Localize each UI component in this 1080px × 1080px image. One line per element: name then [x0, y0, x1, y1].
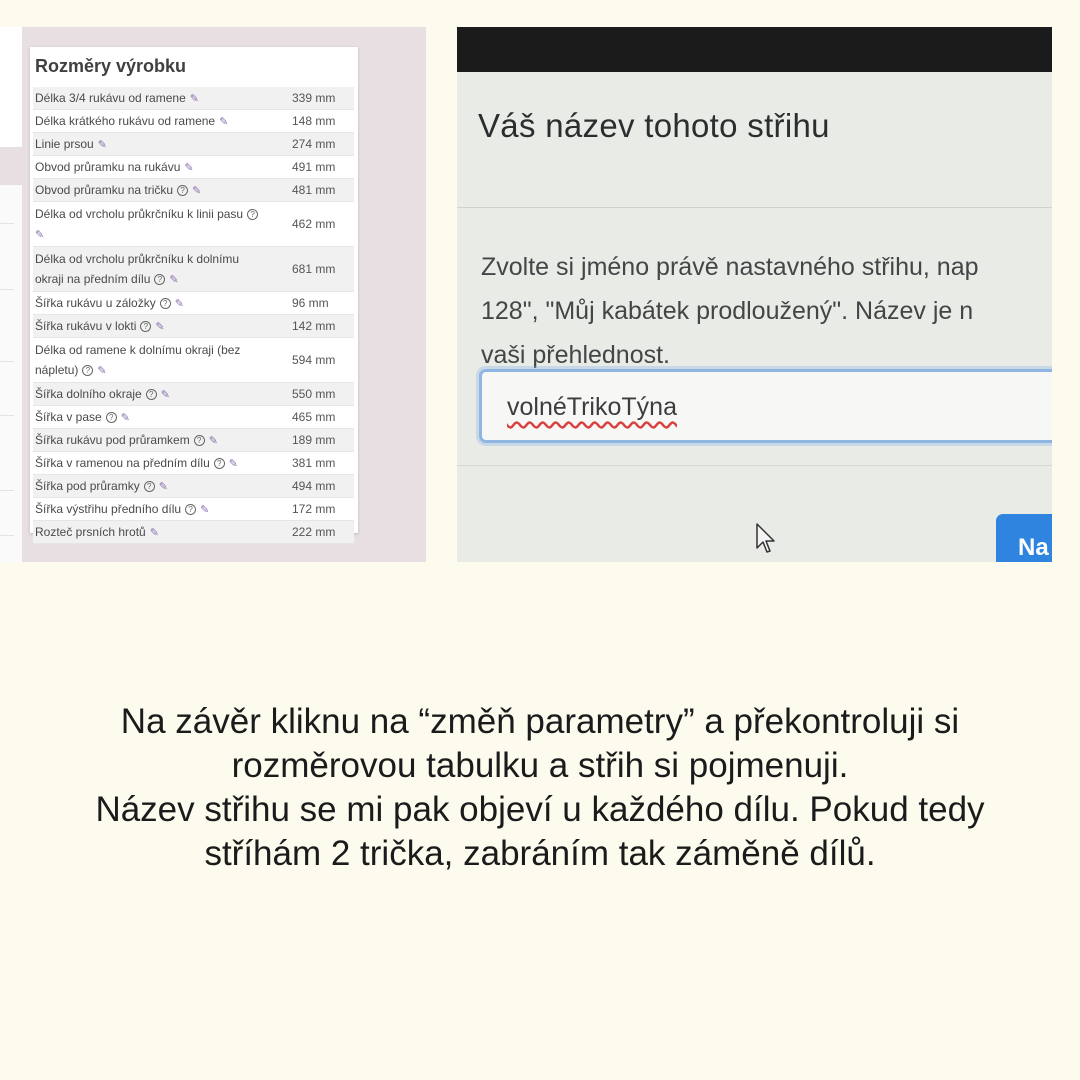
- help-icon[interactable]: ?: [160, 298, 171, 309]
- edit-pencil-icon[interactable]: ✎: [97, 138, 107, 151]
- edit-pencil-icon[interactable]: ✎: [228, 457, 238, 470]
- dialog-title: Váš název tohoto střihu: [478, 107, 830, 144]
- rename-dialog-photo: [457, 27, 1052, 562]
- dimension-label: Délka od vrcholu průkrčníku k linii pasu: [35, 206, 244, 221]
- dimension-row: [33, 87, 354, 110]
- help-icon[interactable]: ?: [106, 412, 117, 423]
- edit-pencil-icon[interactable]: ✎: [160, 388, 170, 401]
- side-panel-top: [0, 27, 22, 147]
- dimension-label: Šířka rukávu pod průramkem: [35, 432, 190, 447]
- edit-pencil-icon[interactable]: ✎: [120, 411, 130, 424]
- dimension-row: [33, 133, 354, 156]
- dimension-row: [33, 179, 354, 202]
- help-icon[interactable]: ?: [82, 365, 93, 376]
- dialog-text-line: Zvolte si jméno právě nastavného střihu, nap: [481, 253, 979, 281]
- dimension-name: [33, 430, 285, 451]
- dimension-value: 381 mm: [292, 456, 336, 470]
- dimension-label: okraji na předním dílu: [35, 271, 151, 286]
- dimension-name: [33, 499, 285, 520]
- dimension-name: [33, 111, 285, 132]
- dimension-row: [33, 315, 354, 338]
- help-icon[interactable]: ?: [154, 274, 165, 285]
- dimension-value: 148 mm: [292, 114, 336, 128]
- dimension-label: Délka 3/4 rukávu od ramene: [35, 90, 186, 105]
- dimension-row: [33, 247, 354, 292]
- dimension-value: 172 mm: [292, 502, 336, 516]
- dimension-label: Šířka v pase: [35, 409, 102, 424]
- dimension-label: Šířka pod průramky: [35, 478, 140, 493]
- edit-pencil-icon[interactable]: ✎: [184, 161, 194, 174]
- mouse-pointer-icon: [755, 522, 777, 556]
- edit-pencil-icon[interactable]: ✎: [200, 503, 210, 516]
- dimension-row: [33, 452, 354, 475]
- dimension-name: [33, 249, 285, 290]
- measurements-screenshot: [0, 27, 426, 562]
- dimension-value: 274 mm: [292, 137, 336, 151]
- dialog-header-divider: [457, 207, 1052, 208]
- dialog-text-line: vaši přehlednost.: [481, 341, 671, 369]
- dimension-row: [33, 383, 354, 406]
- dimension-value: 465 mm: [292, 410, 336, 424]
- dimension-row: [33, 110, 354, 133]
- help-icon[interactable]: ?: [144, 481, 155, 492]
- dimension-name: [33, 293, 285, 314]
- edit-pencil-icon[interactable]: ✎: [97, 364, 107, 377]
- dimension-value: 96 mm: [292, 296, 329, 310]
- dimension-label: Obvod průramku na rukávu: [35, 159, 181, 174]
- dimension-value: 491 mm: [292, 160, 336, 174]
- dialog-footer-divider: [457, 465, 1052, 466]
- caption-line: Název střihu se mi pak objeví u každého dílu. Pokud tedy: [95, 790, 985, 829]
- dimension-row: [33, 338, 354, 383]
- help-icon[interactable]: ?: [146, 389, 157, 400]
- dimension-value: 142 mm: [292, 319, 336, 333]
- dimension-value: 481 mm: [292, 183, 336, 197]
- dimensions-table: [33, 87, 354, 544]
- dialog-window: [457, 72, 1052, 562]
- dimension-label: Obvod průramku na tričku: [35, 182, 174, 197]
- help-icon[interactable]: ?: [140, 321, 151, 332]
- edit-pencil-icon[interactable]: ✎: [158, 480, 168, 493]
- dimension-name: [33, 134, 285, 155]
- dimension-name: [33, 88, 285, 109]
- dimension-name: [33, 407, 285, 428]
- edit-pencil-icon[interactable]: ✎: [35, 228, 45, 241]
- dimension-label: Délka od vrcholu průkrčníku k dolnímu: [35, 251, 240, 266]
- dimension-label: Rozteč prsních hrotů: [35, 524, 146, 539]
- dimension-name: [33, 522, 285, 543]
- dimension-value: 594 mm: [292, 353, 336, 367]
- dimension-name: [33, 204, 285, 245]
- side-panel-bottom: [0, 185, 22, 562]
- dialog-description: [481, 245, 1052, 377]
- save-name-button[interactable]: Na: [996, 514, 1052, 562]
- dimension-label: Délka od ramene k dolnímu okraji (bez: [35, 342, 241, 357]
- help-icon[interactable]: ?: [214, 458, 225, 469]
- dimension-label: Šířka dolního okraje: [35, 386, 142, 401]
- dimension-row: [33, 498, 354, 521]
- edit-pencil-icon[interactable]: ✎: [149, 526, 159, 539]
- dimension-name: [33, 384, 285, 405]
- caption-line: Na závěr kliknu na “změň parametry” a překontroluji si: [120, 702, 960, 741]
- pattern-name-value: volnéTrikoTýna: [507, 393, 677, 421]
- dimension-value: 339 mm: [292, 91, 336, 105]
- dimension-name: [33, 180, 285, 201]
- dimension-value: 222 mm: [292, 525, 336, 539]
- edit-pencil-icon[interactable]: ✎: [169, 273, 179, 286]
- dimensions-card: [30, 47, 358, 539]
- edit-pencil-icon[interactable]: ✎: [189, 92, 199, 105]
- pattern-name-input[interactable]: [479, 369, 1052, 443]
- edit-pencil-icon[interactable]: ✎: [174, 297, 184, 310]
- caption-line: rozměrovou tabulku a střih si pojmenuji.: [231, 746, 849, 785]
- help-icon[interactable]: ?: [194, 435, 205, 446]
- dimension-value: 189 mm: [292, 433, 336, 447]
- caption-line: stříhám 2 trička, zabráním tak záměně dílů.: [204, 834, 876, 873]
- dimension-row: [33, 475, 354, 498]
- dimension-row: [33, 406, 354, 429]
- dimension-row: [33, 292, 354, 315]
- dimension-name: [33, 453, 285, 474]
- dimension-value: 494 mm: [292, 479, 336, 493]
- dimension-row: [33, 521, 354, 544]
- dialog-text-line: 128", "Můj kabátek prodloužený". Název je n: [481, 297, 974, 325]
- dimensions-title: Rozměry výrobku: [35, 56, 187, 76]
- dimension-value: 550 mm: [292, 387, 336, 401]
- edit-pencil-icon[interactable]: ✎: [155, 320, 165, 333]
- caption-text: [0, 700, 1080, 876]
- dimension-label: Šířka výstřihu předního dílu: [35, 501, 182, 516]
- help-icon[interactable]: ?: [247, 209, 258, 220]
- dimension-label: Délka krátkého rukávu od ramene: [35, 113, 216, 128]
- dimension-name: [33, 316, 285, 337]
- dimension-value: 462 mm: [292, 217, 336, 231]
- edit-pencil-icon[interactable]: ✎: [192, 184, 202, 197]
- help-icon[interactable]: ?: [177, 185, 188, 196]
- dimension-row: [33, 429, 354, 452]
- dimension-name: [33, 157, 285, 178]
- dimension-label: Šířka v ramenou na předním dílu: [35, 455, 210, 470]
- dimension-label: Linie prsou: [35, 136, 94, 151]
- edit-pencil-icon[interactable]: ✎: [219, 115, 229, 128]
- dimension-name: [33, 476, 285, 497]
- dimension-label: Šířka rukávu v lokti: [35, 318, 137, 333]
- dimension-value: 681 mm: [292, 262, 336, 276]
- dimension-label: nápletu): [35, 362, 79, 377]
- edit-pencil-icon[interactable]: ✎: [208, 434, 218, 447]
- dimension-name: [33, 340, 285, 381]
- dimension-label: Šířka rukávu u záložky: [35, 295, 156, 310]
- help-icon[interactable]: ?: [185, 504, 196, 515]
- dimension-row: [33, 156, 354, 179]
- dimension-row: [33, 202, 354, 247]
